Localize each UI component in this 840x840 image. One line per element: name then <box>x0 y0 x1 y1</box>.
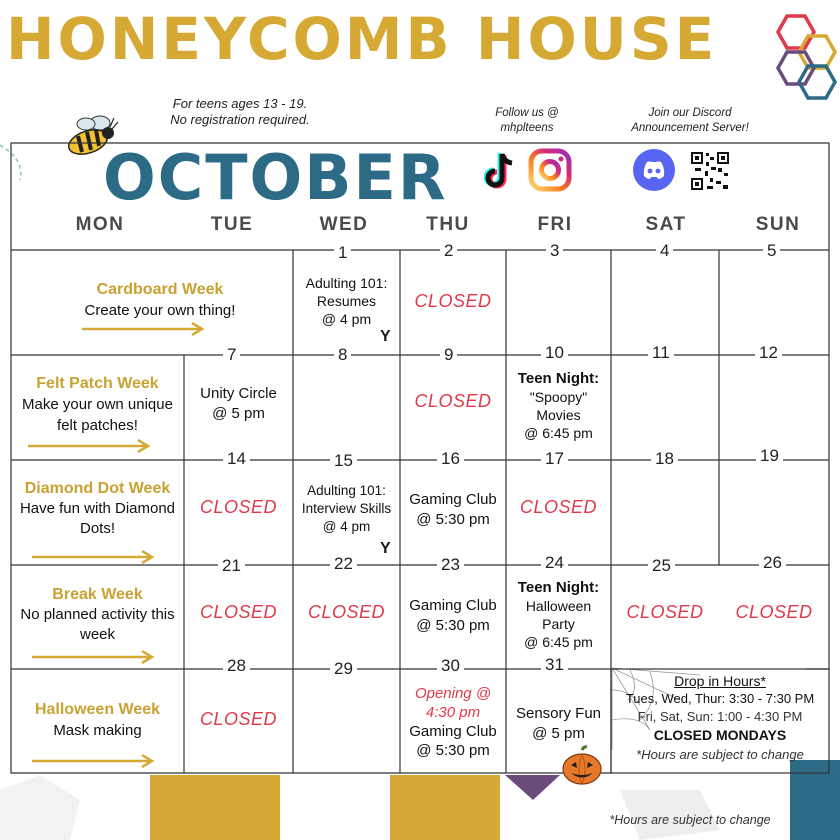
ymca-logo-icon: Y <box>380 540 391 557</box>
page-title: HONEYCOMB HOUSE <box>6 5 718 73</box>
closed-label: CLOSED <box>735 602 813 622</box>
discord-label: Join our Discord Announcement Server! <box>631 107 749 134</box>
date-number: 29 <box>330 660 357 678</box>
date-number: 30 <box>437 657 464 675</box>
day-header-tue: TUE <box>210 214 254 235</box>
closed-label: CLOSED <box>199 602 278 622</box>
date-number: 21 <box>218 557 245 575</box>
arrow-right-icon <box>80 322 210 336</box>
date-number: 26 <box>759 554 786 572</box>
event-gaming-club: Gaming Club @ 5:30 pm <box>409 597 497 634</box>
day-header-sun: SUN <box>755 214 801 235</box>
day-header-fri: FRI <box>537 214 573 235</box>
closed-label: CLOSED <box>414 391 492 411</box>
arrow-right-icon <box>30 650 160 664</box>
pumpkin-icon <box>560 744 604 788</box>
date-number: 18 <box>651 450 678 468</box>
event-gaming-club: Gaming Club @ 5:30 pm <box>409 491 497 528</box>
day-header-thu: THU <box>426 214 470 235</box>
follow-label: Follow us @ mhplteens <box>495 107 559 134</box>
closed-label: CLOSED <box>519 497 598 517</box>
arrow-right-icon <box>30 550 160 564</box>
date-number: 4 <box>656 242 673 260</box>
date-number: 2 <box>440 242 457 260</box>
date-number: 23 <box>437 556 464 574</box>
date-number: 3 <box>546 242 563 260</box>
arrow-right-icon <box>26 439 156 453</box>
closed-label: CLOSED <box>199 709 278 729</box>
week-label: Cardboard Week Create your own thing! <box>84 281 236 319</box>
audience-note: For teens ages 13 - 19. No registration required. <box>170 96 310 127</box>
hours-heading: Drop in Hours* <box>674 673 766 689</box>
date-number: 31 <box>541 656 568 674</box>
event-opening-gaming-club: Opening @ 4:30 pm Gaming Club @ 5:30 pm <box>409 685 497 759</box>
week-label: Halloween Week Mask making <box>34 701 161 739</box>
date-number: 17 <box>541 450 568 468</box>
date-number: 10 <box>541 344 568 362</box>
day-header-sat: SAT <box>645 214 687 235</box>
week-label: Diamond Dot Week Have fun with Diamond Dots! <box>19 480 176 537</box>
month-title: OCTOBER <box>103 141 448 214</box>
ymca-logo-icon: Y <box>380 328 391 345</box>
date-number: 14 <box>223 450 250 468</box>
date-number: 9 <box>440 346 457 364</box>
date-number: 25 <box>648 557 675 575</box>
week-label: Break Week No planned activity this week <box>20 586 175 643</box>
event-teen-night-movies: Teen Night: "Spoopy" Movies @ 6:45 pm <box>517 370 600 441</box>
closed-label: CLOSED <box>307 602 386 622</box>
date-number: 7 <box>223 346 240 364</box>
footer-note: *Hours are subject to change <box>609 813 771 827</box>
date-number: 8 <box>334 346 351 364</box>
event-sensory-fun: Sensory Fun @ 5 pm <box>515 705 602 742</box>
date-number: 22 <box>330 555 357 573</box>
closed-label: CLOSED <box>414 291 492 311</box>
date-number: 1 <box>334 244 351 262</box>
date-number: 19 <box>756 447 783 465</box>
date-number: 12 <box>755 344 782 362</box>
date-number: 24 <box>541 554 568 572</box>
date-number: 28 <box>223 657 250 675</box>
event-adulting-interview: Adulting 101: Interview Skills @ 4 pm <box>301 483 392 534</box>
event-unity-circle: Unity Circle @ 5 pm <box>200 385 277 422</box>
arrow-right-icon <box>30 754 160 768</box>
event-adulting-resumes: Adulting 101: Resumes @ 4 pm <box>305 275 388 327</box>
week-label: Felt Patch Week Make your own unique felt patches! <box>22 375 173 434</box>
drop-in-hours: Drop in Hours* Tues, Wed, Thur: 3:30 - 7:30 PM Fri, Sat, Sun: 1:00 - 4:30 PM CLOSED MONDAYS *Hours are subject to change <box>611 672 829 764</box>
day-header-mon: MON <box>75 214 125 235</box>
date-number: 16 <box>437 450 464 468</box>
date-number: 15 <box>330 452 357 470</box>
date-number: 11 <box>648 344 674 362</box>
closed-label: CLOSED <box>199 497 278 517</box>
date-number: 5 <box>763 242 780 260</box>
event-teen-night-party: Teen Night: Halloween Party @ 6:45 pm <box>517 579 600 650</box>
day-header-wed: WED <box>319 214 369 235</box>
closed-label: CLOSED <box>626 602 704 622</box>
